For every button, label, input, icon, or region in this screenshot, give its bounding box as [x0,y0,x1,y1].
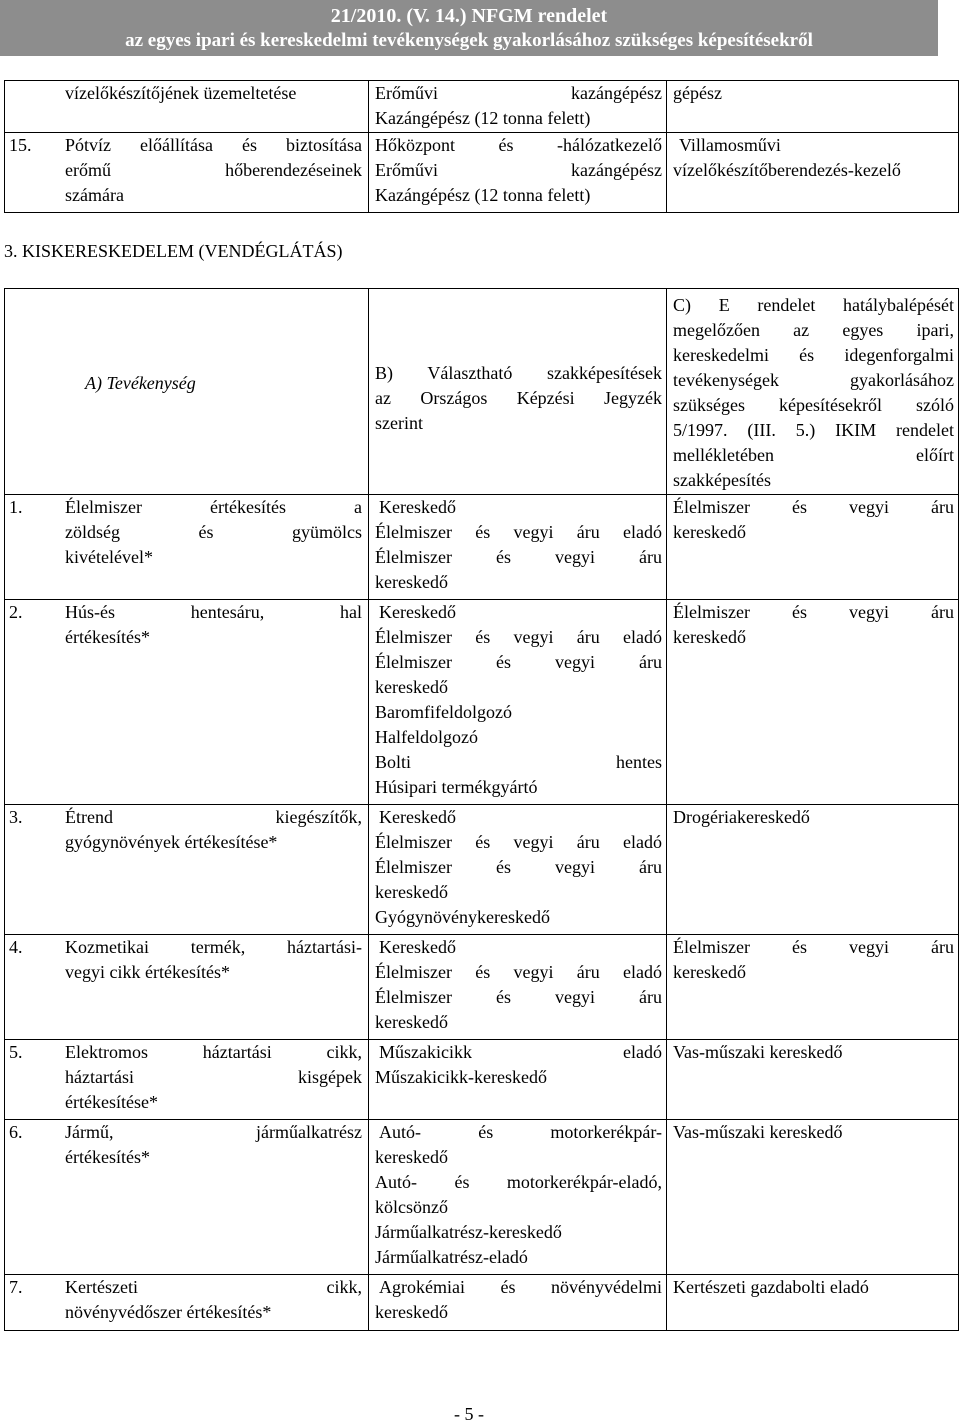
table-row: 7. Kertészeti cikk, növényvédőszer értékesítés* Agrokémiai és növényvédelmi kereskedő Kertészeti gazdabolti eladó [5,1275,959,1331]
table-row: 5. Elektromos háztartási cikk, háztartási kisgépek értékesítése* Műszakicikk eladó Műszakicikk-kereskedő Vas-műszaki kereskedő [5,1040,959,1120]
main-table [4,288,959,1331]
table-row: 6. Jármű, járműalkatrész értékesítés* Autó- és motorkerékpár- kereskedő Autó- és motorkerékpár-eladó, kölcsönző Járműalkatrész-kereskedő Járműalkatrész-eladó Vas-műszaki kereskedő [5,1120,959,1275]
table-row: 15. Pótvíz előállítása és biztosítása erőmű hőberendezéseinek számára Hőközpont és -hálózatkezelő Erőművi kazángépész Kazángépész (12 tonna felett) Villamosművi vízelőkészítőberendezés-kezelő [5,133,959,213]
table-header-row [5,289,959,495]
column-header-activity: A) Tevékenység [85,373,196,393]
table-row: 2. Hús-és hentesáru, hal értékesítés* Kereskedő Élelmiszer és vegyi áru eladó Élelmiszer és vegyi áru kereskedő Baromfifeldolgozó Halfeldolgozó Bolti hentes Húsipari termékgyártó Élelmiszer és vegyi áru kereskedő [5,600,959,805]
table-row: 1. Élelmiszer értékesítés a zöldség és gyümölcs kivételével* Kereskedő Élelmiszer és vegyi áru eladó Élelmiszer és vegyi áru kereskedő Élelmiszer és vegyi áru kereskedő [5,495,959,600]
table-row: vízelőkészítőjének üzemeltetése Erőművi kazángépész Kazángépész (12 tonna felett) gépész [5,81,959,133]
column-header-previous-qualification: C) E rendelet hatálybalépését megelőzően az egyes ipari, kereskedelmi és idegenforgalmi tevékenységek gyakorlásához szükséges képesítésekről szóló 5/1997. (III. 5.) IKIM rendelet mellékletében előírt szakképesítés [673,295,954,490]
table-row: 3. Étrend kiegészítők, gyógynövények értékesítése* Kereskedő Élelmiszer és vegyi áru eladó Élelmiszer és vegyi áru kereskedő Gyógynövénykereskedő Drogériakereskedő [5,805,959,935]
column-header-qualifications: B) Választható szakképesítések az Országos Képzési Jegyzék szerint [375,363,662,433]
page-header [0,0,938,56]
section-title: 3. KISKERESKEDELEM (VENDÉGLÁTÁS) [4,241,343,261]
table-row: 4. Kozmetikai termék, háztartási- vegyi cikk értékesítés* Kereskedő Élelmiszer és vegyi áru eladó Élelmiszer és vegyi áru kereskedő Élelmiszer és vegyi áru kereskedő [5,935,959,1040]
top-table [4,80,959,213]
page-number: - 5 - [454,1404,484,1424]
header-regulation-title: az egyes ipari és kereskedelmi tevékenységek gyakorlásához szükséges képesítésekről [125,30,813,51]
header-regulation-number: 21/2010. (V. 14.) NFGM rendelet [330,5,608,27]
